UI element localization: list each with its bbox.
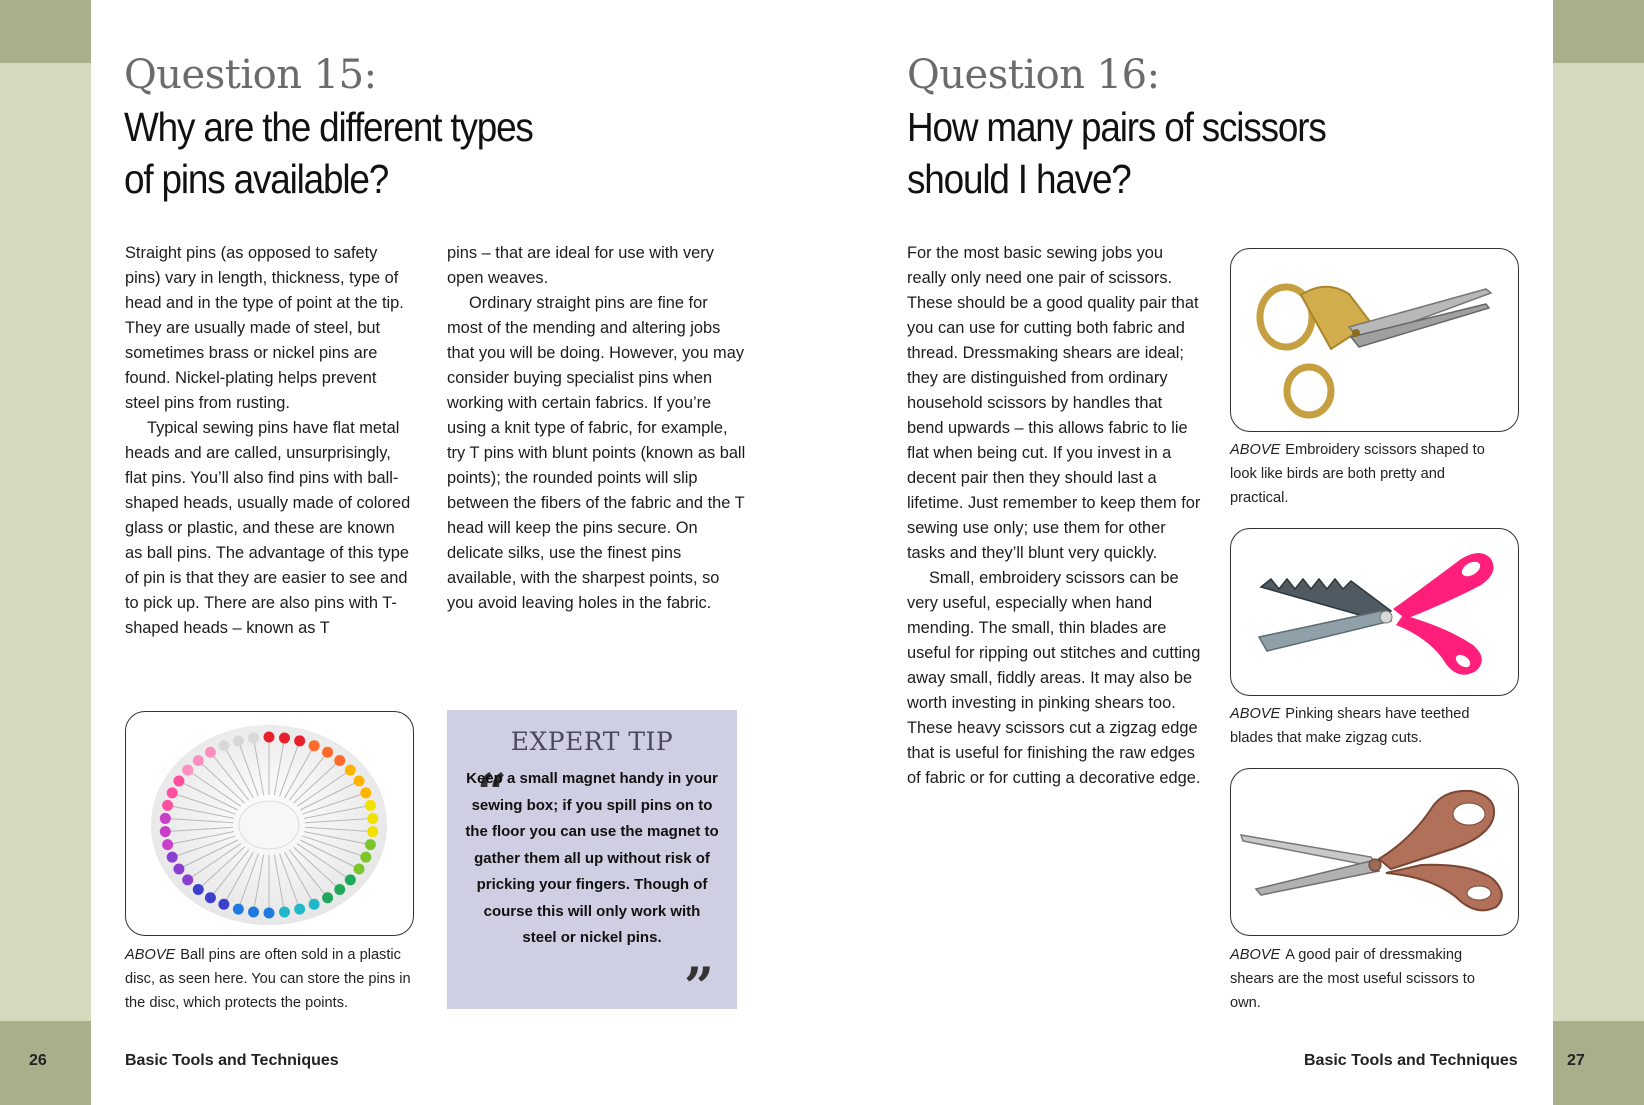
pin-head — [279, 732, 290, 743]
pin-head — [167, 787, 178, 798]
pin-head — [354, 776, 365, 787]
body-paragraph: Small, embroidery scissors can be very useful, especially when hand mending. The small, thin blades are useful for ripping out stitches and cutting away small, fiddly areas. It may also be worth investing in pinking shears too. These heavy scissors cut a zigzag edge that is useful for finishing the raw edges of fabric or for cutting a decorative edge. — [907, 569, 1201, 787]
pin-head — [173, 776, 184, 787]
right-margin-band — [1553, 0, 1644, 1105]
embroidery-scissors-caption: ABOVE Embroidery scissors shaped to look like birds are both pretty and practical. — [1230, 442, 1485, 506]
pin-disc-caption: ABOVE Ball pins are often sold in a plastic disc, as seen here. You can store the pins in the disc, which protects the points. — [125, 947, 411, 1011]
shears-blade — [1256, 861, 1379, 895]
pin-head — [334, 755, 345, 766]
pin-head — [248, 907, 259, 918]
pin-head — [160, 826, 171, 837]
left-band-top — [0, 0, 91, 63]
question-16-body — [907, 241, 1202, 791]
pin-disc-illustration — [126, 712, 413, 935]
pin-head — [294, 904, 305, 915]
pin-head — [360, 787, 371, 798]
pin-head — [167, 852, 178, 863]
question-16-title: How many pairs of scissors should I have? — [907, 104, 1326, 202]
pin-head — [233, 735, 244, 746]
body-paragraph: pins – that are ideal for use with very open weaves. — [447, 244, 714, 287]
pinking-blade — [1259, 611, 1391, 651]
body-paragraph: Typical sewing pins have flat metal heads and are called, unsurprisingly, flat pins. You’ll also find pins with ball-shaped heads, usually made of colored glass or plastic, and these are known as ball pins. The advantage of this type of pin is that they are easier to see and to pick up. There are also pins with T-shaped heads – known as T — [125, 419, 411, 637]
pin-head — [205, 747, 216, 758]
expert-tip-box — [447, 710, 737, 1018]
pin-head — [365, 800, 376, 811]
pin-head — [193, 755, 204, 766]
pivot-screw — [1380, 611, 1392, 623]
left-running-head: Basic Tools and Techniques — [125, 1052, 339, 1069]
body-paragraph: For the most basic sewing jobs you really only need one pair of scissors. These should be a good quality pair that you can use for cutting both fabric and thread. Dressmaking shears are ideal; they are distinguished from ordinary household scissors by handles that bend upwards – this allows fabric to lie flat when being cut. If you invest in a decent pair then they should last a lifetime. Just remember to keep them for sewing use only; use them for other tasks and they’ll blunt very quickly. — [907, 244, 1201, 562]
bronze-handle — [1379, 791, 1494, 869]
close-quote-icon: ” — [684, 957, 714, 1018]
left-page-number: 26 — [29, 1052, 47, 1069]
question-15-title: Why are the different types of pins available? — [124, 104, 533, 202]
pin-head — [345, 874, 356, 885]
body-paragraph: Ordinary straight pins are fine for most of the mending and altering jobs that you will be doing. However, you may consider buying specialist pins when working with certain fabrics. If you’re using a knit type of fabric, for example, try T pins with blunt points (known as ball points); the rounded points will slip between the fibers of the fabric and the T head will keep the pins secure. On delicate silks, use the finest pins available, with the sharpest points, so you avoid leaving holes in the fabric. — [447, 294, 746, 612]
pin-head — [182, 765, 193, 776]
pin-head — [193, 884, 204, 895]
pin-head — [162, 800, 173, 811]
embroidery-scissors-photo — [1230, 248, 1519, 432]
pin-head — [162, 839, 173, 850]
handle-hole — [1453, 803, 1485, 825]
pin-head — [322, 747, 333, 758]
expert-tip-text: Keep a small magnet handy in your sewing box; if you spill pins on to the floor you can use the magnet to gather them all up without risk of pricking your fingers. Though of course this will only work with steel or nickel pins. — [465, 770, 719, 946]
disc-center — [239, 801, 299, 849]
pin-head — [182, 874, 193, 885]
handle-loop — [1287, 367, 1331, 415]
pin-head — [248, 732, 259, 743]
pin-head — [279, 907, 290, 918]
expert-tip-heading: EXPERT TIP — [510, 727, 674, 756]
pin-head — [205, 892, 216, 903]
pin-head — [367, 826, 378, 837]
handle-hole — [1467, 886, 1491, 900]
pin-head — [233, 904, 244, 915]
pinking-shears-photo — [1230, 528, 1519, 696]
left-margin-band — [0, 0, 91, 1105]
body-paragraph: Straight pins (as opposed to safety pins) vary in length, thickness, type of head and in the type of point at the tip. They are usually made of steel, but sometimes brass or nickel pins are found. Nickel-plating helps prevent steel pins from rusting. — [125, 244, 404, 412]
pin-head — [264, 732, 275, 743]
embroidery-scissors-illustration — [1231, 249, 1518, 431]
dressmaking-shears-photo — [1230, 768, 1519, 936]
pin-head — [365, 839, 376, 850]
pivot-screw — [1352, 329, 1360, 337]
pin-head — [367, 813, 378, 824]
question-15-column-2 — [447, 241, 747, 616]
pin-head — [173, 864, 184, 875]
pin-head — [345, 765, 356, 776]
pin-head — [354, 864, 365, 875]
shears-blade — [1241, 835, 1377, 867]
pin-head — [294, 735, 305, 746]
pinking-shears-caption: ABOVE Pinking shears have teethed blades that make zigzag cuts. — [1230, 706, 1470, 746]
question-15-number: Question 15: — [124, 52, 377, 98]
dressmaking-shears-illustration — [1231, 769, 1518, 935]
pin-head — [360, 852, 371, 863]
right-page-number: 27 — [1567, 1052, 1585, 1069]
right-band-top — [1553, 0, 1644, 63]
pin-head — [160, 813, 171, 824]
question-15-column-1 — [125, 241, 415, 641]
pivot-screw — [1369, 859, 1381, 871]
pin-head — [218, 899, 229, 910]
pin-head — [218, 740, 229, 751]
pin-head — [309, 899, 320, 910]
dressmaking-shears-caption: ABOVE A good pair of dressmaking shears are the most useful scissors to own. — [1230, 947, 1475, 1011]
pin-head — [309, 740, 320, 751]
pin-head — [322, 892, 333, 903]
question-16-number: Question 16: — [907, 52, 1160, 98]
pin-disc-photo — [125, 711, 414, 936]
right-running-head: Basic Tools and Techniques — [1304, 1052, 1518, 1069]
right-page — [822, 0, 1553, 1105]
pin-head — [334, 884, 345, 895]
pin-head — [264, 908, 275, 919]
pinking-shears-illustration — [1231, 529, 1518, 695]
open-quote-icon: “ — [477, 763, 507, 824]
